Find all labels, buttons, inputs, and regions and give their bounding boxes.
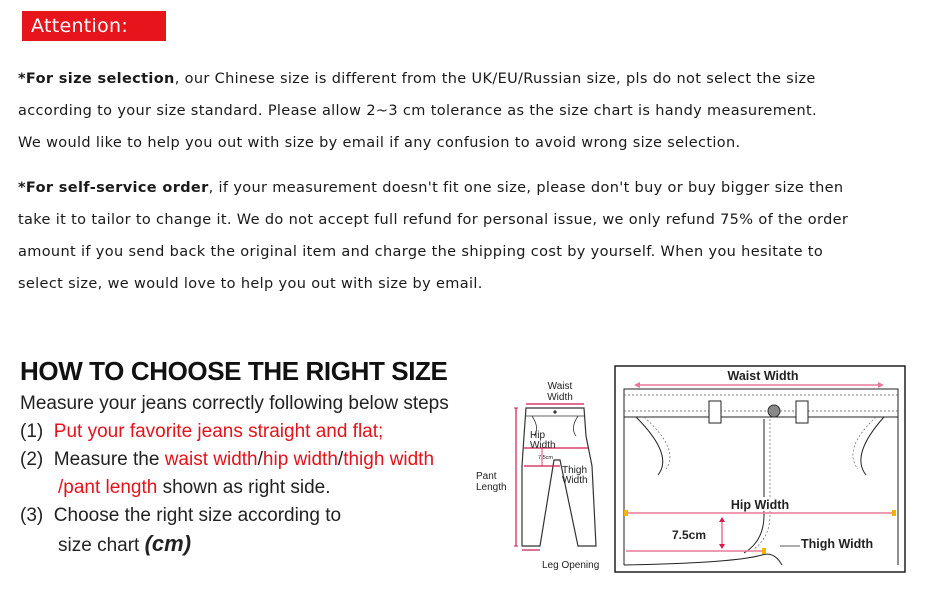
step-2-text: Measure the [53, 449, 160, 470]
paragraph-line: We would like to help you out with size by email if any confusion to avoid wrong size selection. [18, 135, 741, 151]
label-pant: Pant [476, 471, 497, 482]
how-to-intro: Measure your jeans correctly following below steps [20, 393, 449, 414]
label-waist-width-large: Waist Width [727, 369, 799, 383]
paragraph-line [18, 63, 918, 95]
step-3-cont [20, 530, 490, 560]
label-offset: 7.5cm [538, 455, 553, 461]
label-offset-large: 7.5cm [672, 528, 707, 542]
how-to-section [20, 352, 490, 560]
paragraph-text: , our Chinese size is different from the UK/EU/Russian size, pls do not select the size [174, 71, 816, 87]
step-2-cont [20, 474, 490, 502]
waist-width-term: waist width [164, 449, 258, 470]
paragraph-line: according to your size standard. Please allow 2~3 cm tolerance as the size chart is handy measurement. [18, 103, 817, 119]
pant-length-term: /pant length [58, 477, 158, 498]
step-2-text: shown as right side. [162, 477, 331, 498]
label-thigh-width: Width [562, 475, 588, 486]
jeans-outline-diagram [474, 376, 614, 576]
step-number: (3) [20, 505, 44, 526]
jeans-waistband [624, 389, 898, 417]
step-3-text: size chart [58, 535, 140, 556]
step-1 [20, 418, 490, 446]
how-to-title: HOW TO CHOOSE THE RIGHT SIZE [20, 356, 448, 386]
step-3-text: Choose the right size according to [53, 505, 342, 526]
label-leg-opening: Leg Opening [542, 560, 600, 571]
label-hip: Hip [530, 430, 546, 441]
size-selection-lead: *For size selection [18, 71, 175, 87]
paragraph-text: , if your measurement doesn't fit one size, please don't buy or buy bigger size then [208, 180, 844, 196]
button-icon [768, 405, 780, 417]
label-hip-width-large: Hip Width [730, 498, 790, 512]
size-selection-paragraph [18, 63, 918, 159]
label-thigh-width-large: Thigh Width [801, 537, 874, 551]
label-waist: Waist [547, 381, 573, 392]
paragraph-line: take it to tailor to change it. We do not accept full refund for personal issue, we only refund 75% of the order [18, 212, 849, 228]
thigh-width-term: thigh width [343, 449, 435, 470]
step-1-text: Put your favorite jeans straight and flat; [53, 421, 384, 442]
unit-cm: (cm) [144, 531, 192, 556]
paragraph-line [18, 172, 918, 204]
step-2: (2) Measure the waist width/hip width/thigh width [20, 449, 435, 470]
label-length: Length [476, 482, 507, 493]
self-service-paragraph [18, 172, 918, 300]
label-hip-width: Width [530, 440, 556, 451]
label-thigh: Thigh [562, 465, 588, 476]
hip-width-term: hip width [262, 449, 338, 470]
step-number: (2) [20, 449, 44, 470]
attention-banner: Attention: [22, 11, 166, 41]
paragraph-line: amount if you send back the original item and charge the shipping cost by yourself. When you hesitate to [18, 244, 824, 260]
jeans-closeup-diagram [614, 365, 906, 573]
paragraph-line: select size, we would love to help you out with size by email. [18, 276, 483, 292]
step-3 [20, 502, 490, 530]
step-number: (1) [20, 421, 44, 442]
self-service-lead: *For self-service order [18, 180, 209, 196]
label-waist-width: Width [547, 392, 573, 403]
